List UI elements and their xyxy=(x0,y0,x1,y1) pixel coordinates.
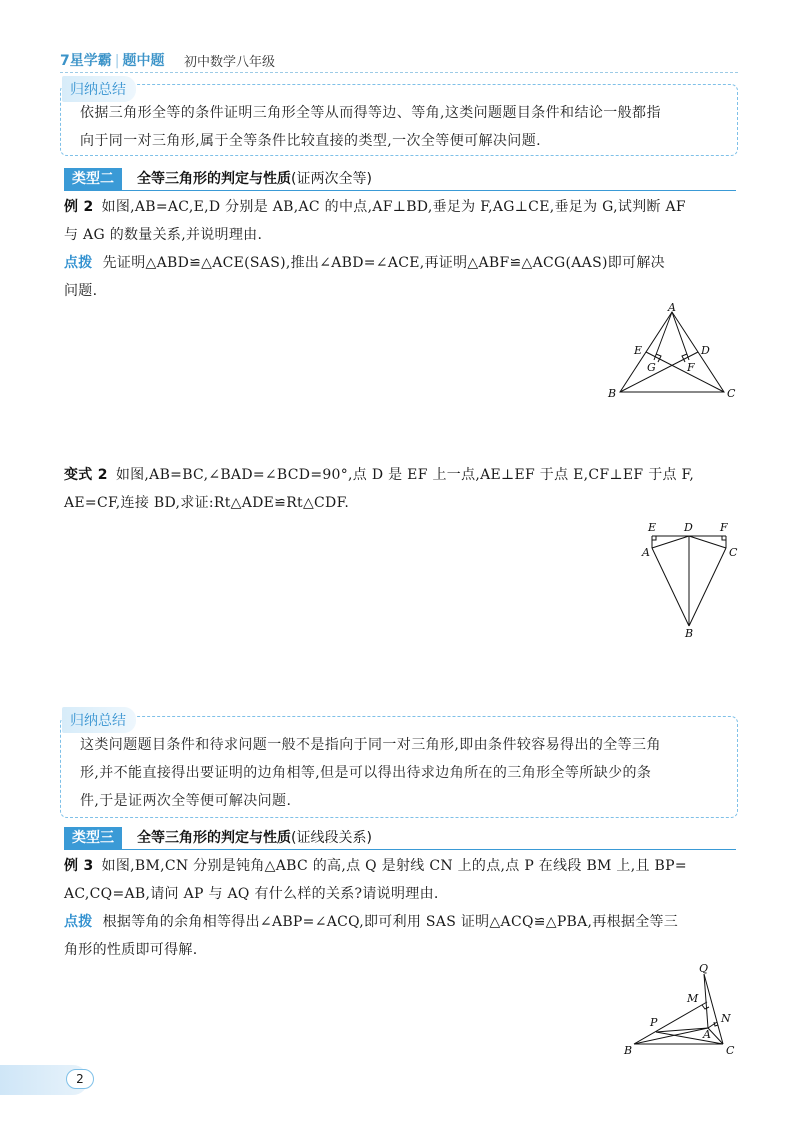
summary1-line2: 向于同一对三角形,属于全等条件比较直接的类型,一次全等便可解决问题. xyxy=(80,133,541,149)
fig1-label-g: G xyxy=(647,361,656,374)
fig3-label-m: M xyxy=(687,992,699,1005)
fig3-label-p: P xyxy=(650,1016,658,1029)
right-angle-m xyxy=(702,1005,709,1009)
fig1-label-f: F xyxy=(687,361,695,374)
type3-underline xyxy=(64,849,736,850)
example3-lead: 例 3 xyxy=(64,858,94,874)
figure-example2 xyxy=(600,300,750,410)
brand-separator: | xyxy=(114,53,120,69)
figure-variant2 xyxy=(638,516,748,640)
type2-underline xyxy=(64,190,736,191)
summary1-line1: 依据三角形全等的条件证明三角形全等从而得等边、等角,这类问题题目条件和结论一般都指 xyxy=(80,105,661,121)
example2-line1: 如图,AB=AC,E,D 分别是 AB,AC 的中点,AF⊥BD,垂足为 F,AG⊥CE,垂足为 G,试判断 AF xyxy=(101,199,686,215)
right-angle-e xyxy=(652,536,656,540)
header-divider xyxy=(60,72,738,73)
summary-tag-2: 归纳总结 xyxy=(62,707,136,733)
fig3-label-c: C xyxy=(726,1044,735,1057)
right-angle-f xyxy=(722,536,726,540)
variant2-lead: 变式 2 xyxy=(64,467,108,483)
segment-ec xyxy=(646,352,724,392)
fig1-label-c: C xyxy=(727,387,736,400)
summary-text-1 xyxy=(80,99,725,155)
example2-tip1: 先证明△ABD≌△ACE(SAS),推出∠ABD=∠ACE,再证明△ABF≌△ACG(AAS)即可解决 xyxy=(102,255,665,271)
example2-text xyxy=(64,193,744,305)
variant2-text xyxy=(64,461,744,517)
fig3-label-n: N xyxy=(721,1012,731,1025)
variant2-line1: 如图,AB=BC,∠BAD=∠BCD=90°,点 D 是 EF 上一点,AE⊥EF 于点 E,CF⊥EF 于点 F, xyxy=(115,467,695,483)
fig1-label-e: E xyxy=(634,344,643,357)
brand-name: 7星学霸 xyxy=(60,53,112,69)
fig2-label-b: B xyxy=(685,627,694,640)
type2-title xyxy=(137,168,372,188)
segment-ab xyxy=(652,548,689,626)
example3-line2: AC,CQ=AB,请问 AP 与 AQ 有什么样的关系?请说明理由. xyxy=(64,886,439,902)
fig3-label-b: B xyxy=(624,1044,633,1057)
example3-text xyxy=(64,852,744,964)
type2-subtitle: (证两次全等) xyxy=(291,171,372,187)
type3-tag: 类型三 xyxy=(64,827,122,849)
variant2-line2: AE=CF,连接 BD,求证:Rt△ADE≌Rt△CDF. xyxy=(64,495,350,511)
example2-tip-label: 点拨 xyxy=(64,255,93,271)
fig2-label-e: E xyxy=(648,521,657,534)
segment-ad xyxy=(652,536,689,548)
summary-text-2 xyxy=(80,731,725,815)
brand-logo xyxy=(60,50,164,70)
example2-line2: 与 AG 的数量关系,并说明理由. xyxy=(64,227,263,243)
type2-title-text: 全等三角形的判定与性质 xyxy=(137,171,291,187)
fig2-label-d: D xyxy=(684,521,693,534)
type3-subtitle: (证线段关系) xyxy=(291,830,372,846)
type3-title xyxy=(137,827,372,847)
summary-tag-1: 归纳总结 xyxy=(62,76,136,102)
example2-lead: 例 2 xyxy=(64,199,94,215)
fig1-label-a: A xyxy=(668,301,676,314)
example3-tip1: 根据等角的余角相等得出∠ABP=∠ACQ,即可利用 SAS 证明△ACQ≌△PBA,再根据全等三 xyxy=(102,914,679,930)
fig1-label-d: D xyxy=(701,344,710,357)
fig2-label-f: F xyxy=(720,521,728,534)
example3-tip-label: 点拨 xyxy=(64,914,93,930)
segment-af xyxy=(672,312,689,360)
type2-tag: 类型二 xyxy=(64,168,122,190)
figure-example3 xyxy=(620,962,750,1062)
example2-tip2: 问题. xyxy=(64,283,98,299)
segment-cb xyxy=(689,548,726,626)
example3-tip2: 角形的性质即可得解. xyxy=(64,942,198,958)
fig1-label-b: B xyxy=(608,387,617,400)
segment-cd xyxy=(689,536,726,548)
segment-bm xyxy=(634,1002,707,1044)
fig2-label-c: C xyxy=(729,546,738,559)
grade-label: 初中数学八年级 xyxy=(184,55,276,70)
fig3-label-q: Q xyxy=(699,962,709,975)
summary2-line2: 形,并不能直接得出要证明的边角相等,但是可以得出待求边角所在的三角形全等所缺少的条 xyxy=(80,765,652,781)
type3-title-text: 全等三角形的判定与性质 xyxy=(137,830,291,846)
fig3-label-a: A xyxy=(703,1028,711,1041)
page-number: 2 xyxy=(66,1069,94,1089)
brand-sub: 题中题 xyxy=(122,53,165,69)
summary2-line3: 件,于是证两次全等便可解决问题. xyxy=(80,793,292,809)
fig2-label-a: A xyxy=(642,546,650,559)
example3-line1: 如图,BM,CN 分别是钝角△ABC 的高,点 Q 是射线 CN 上的点,点 P 在线段 BM 上,且 BP= xyxy=(101,858,687,874)
summary2-line1: 这类问题题目条件和待求问题一般不是指向于同一对三角形,即由条件较容易得出的全等三角 xyxy=(80,737,661,753)
